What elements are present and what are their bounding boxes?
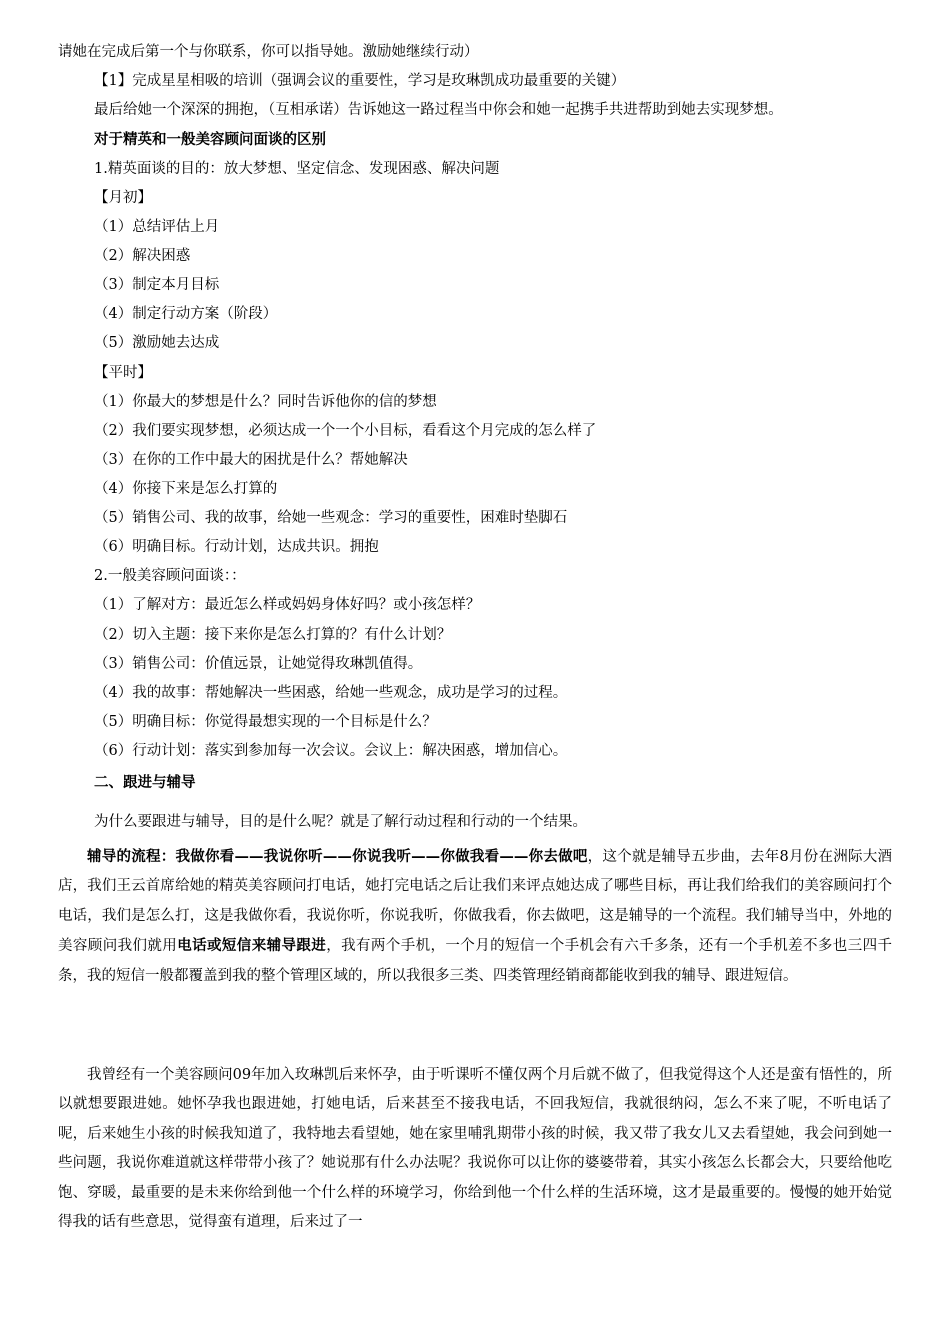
subheading-label: 2.一般美容顾问面谈：： [94,568,246,584]
list-item: （6）行动计划：落实到参加每一次会议。会议上：解决困惑，增加信心。 [94,743,568,759]
list-item: （6）明确目标。行动计划，达成共识。拥抱 [94,539,379,555]
list-item: （3）在你的工作中最大的困扰是什么？帮她解决 [94,452,408,468]
text-line: 最后给她一个深深的拥抱，（互相承诺）告诉她这一路过程当中你会和她一起携手共进帮助到她去实现梦想。 [94,102,783,118]
paragraph-coaching-process [58,842,892,991]
list-item: （1）总结评估上月 [94,219,220,235]
list-item: （1）了解对方：最近怎么样或妈妈身体好吗？或小孩怎样？ [94,597,481,613]
list-item: （1）你最大的梦想是什么？同时告诉他你的信的梦想 [94,394,437,410]
subheading-label: 【平时】 [94,365,152,381]
list-item: （2）我们要实现梦想，必须达成一个一个小目标，看看这个月完成的怎么样了 [94,423,597,439]
list-item: （4）我的故事：帮她解决一些困惑，给她一些观念，成功是学习的过程。 [94,685,568,701]
body-text: ，我有两个手机，一个月的短信一个手机会有六千多条，还有一个手机差不多也三四千条，我的短信一般都覆盖到我的整个管理区域的，所以我很多三类、四类管理经销商都能收到我的辅导、跟进短信。 [58,938,892,984]
bold-text: 电话或短信来辅导跟进 [177,937,327,955]
text-line: 1.精英面谈的目的：放大梦想、坚定信念、发现困惑、解决问题 [94,161,500,177]
section-heading: 对于精英和一般美容顾问面谈的区别 [94,131,326,148]
section-heading: 二、跟进与辅导 [94,774,196,791]
list-item: （2）切入主题：接下来你是怎么打算的？有什么计划？ [94,627,452,643]
body-text: ，这个就是辅导五步曲，去年8月份在洲际大酒店，我们王云首席给她的精英美容顾问打电话，她打完电话之后让我们来评点她达成了哪些目标，再让我们给我们的美容顾问打个电话，我们是怎么打，这是我做你看，我说你听，你说我听，你做我看，你去做吧，这是辅导的一个流程。我们辅导当中，外地的美容顾问我们就用 [58,849,893,955]
list-item: （3）销售公司：价值远景，让她觉得玫琳凯值得。 [94,656,423,672]
text-line: 【1】完成星星相吸的培训（强调会议的重要性，学习是玫琳凯成功最重要的关键） [94,73,626,89]
list-item: （3）制定本月目标 [94,277,220,293]
subheading-label: 【月初】 [94,190,152,206]
list-item: （2）解决困惑 [94,248,191,264]
bold-text: 辅导的流程：我做你看——我说你听——你说我听——你做我看——你去做吧 [87,848,588,865]
list-item: （5）激励她去达成 [94,335,220,351]
list-item: （4）制定行动方案（阶段） [94,306,278,322]
list-item: （5）销售公司、我的故事，给她一些观念：学习的重要性，困难时垫脚石 [94,510,568,526]
list-item: （4）你接下来是怎么打算的 [94,481,278,497]
text-line: 请她在完成后第一个与你联系，你可以指导她。激励她继续行动） [58,44,479,60]
text-line: 为什么要跟进与辅导，目的是什么呢？就是了解行动过程和行动的一个结果。 [94,814,587,830]
list-item: （5）明确目标：你觉得最想实现的一个目标是什么？ [94,714,437,730]
paragraph-story [58,1061,892,1237]
body-text: 我曾经有一个美容顾问09年加入玫琳凯后来怀孕，由于听课听不懂仅两个月后就不做了，但我觉得这个人还是蛮有悟性的，所以就想要跟进她。她怀孕我也跟进她，打她电话，后来甚至不接我电话，不回我短信，我就很纳闷，怎么不来了呢，不听电话了呢，后来她生小孩的时候我知道了，我特地去看望她，她在家里哺乳期带小孩的时候，我又带了我女儿又去看望她，我会问到她一些问题，我说你难道就这样带带小孩了？她说那有什么办法呢？我说你可以让你的婆婆带着，其实小孩怎么长都会大，只要给他吃饱、穿暖，最重要的是未来你给到他一个什么样的环境学习，你给到他一个什么样的生活环境，这才是最重要的。慢慢的她开始觉得我的话有些意思，觉得蛮有道理，后来过了一 [58,1067,892,1231]
